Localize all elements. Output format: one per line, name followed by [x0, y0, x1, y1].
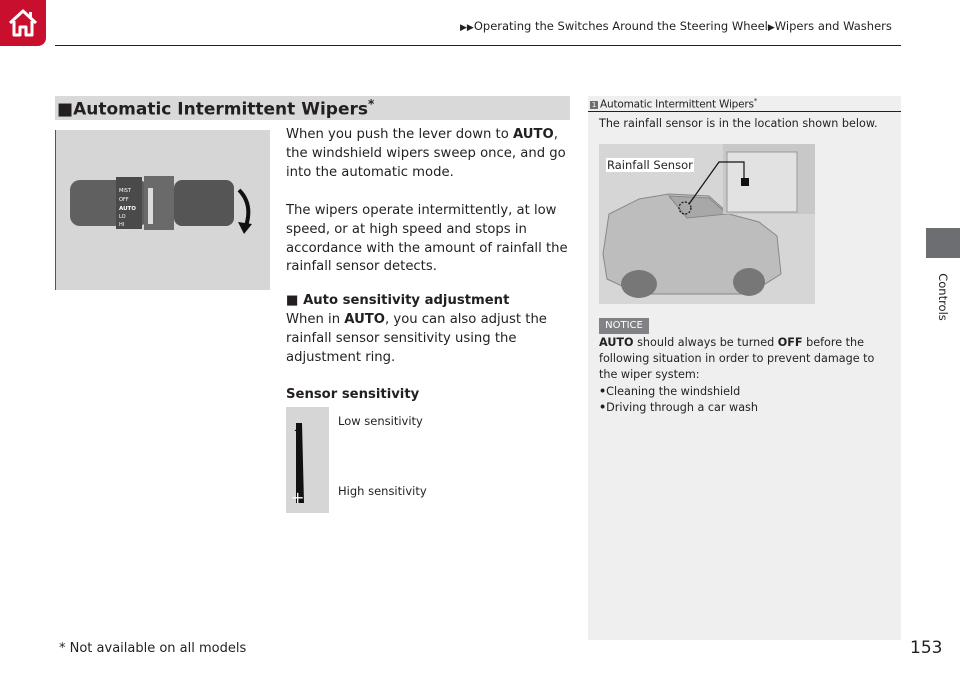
auto-mode-paragraph: When you push the lever down to AUTO, the windshield wipers sweep once, and go into the automatic mode.	[286, 127, 566, 180]
section-title: Automatic Intermittent Wipers	[73, 99, 368, 120]
chapter-tab[interactable]	[926, 228, 960, 258]
page-number: 153	[910, 638, 943, 658]
sidebar-title: 1 Automatic Intermittent Wipers*	[591, 97, 758, 111]
header-divider	[55, 45, 901, 46]
section-heading	[55, 96, 570, 120]
notice-badge: NOTICE	[599, 318, 649, 334]
intermittent-paragraph: The wipers operate intermittently, at low speed, or at high speed and stops in accordance with the amount of rainfall the rainfall sensor detects.	[286, 203, 568, 275]
list-item: •Cleaning the windshield	[599, 384, 741, 398]
rainfall-sensor-label: Rainfall Sensor	[607, 158, 693, 172]
list-item: •Driving through a car wash	[599, 400, 758, 414]
bullet-icon: •	[599, 400, 607, 414]
sensor-sensitivity-heading: Sensor sensitivity	[286, 387, 420, 402]
lever-label-auto: AUTO	[119, 206, 136, 212]
bullet-icon: •	[599, 384, 607, 398]
heading-square-icon: ■	[57, 99, 74, 120]
home-icon	[6, 8, 40, 38]
breadcrumb-item[interactable]: Operating the Switches Around the Steering Wheel	[473, 19, 768, 33]
lever-label-mist: MIST	[119, 188, 132, 194]
reference-icon: 1	[591, 100, 597, 109]
minus-icon: –	[294, 420, 302, 439]
push-down-arrow-icon	[239, 190, 248, 226]
lever-label-off: OFF	[119, 197, 129, 203]
chapter-tab-label[interactable]: Controls	[936, 273, 950, 321]
notice-text: AUTO should always be turned OFF before the following situation in order to prevent damage to the wiper system: •Cleaning the windshield •Driving through a car wash	[599, 335, 895, 416]
breadcrumb	[460, 19, 892, 33]
wiper-lever-illustration	[55, 130, 270, 290]
lever-label-hi: HI	[119, 222, 125, 228]
sidebar-divider	[588, 111, 901, 112]
low-sensitivity-label: Low sensitivity	[338, 414, 423, 428]
breadcrumb-arrow-icon: ▶	[767, 23, 775, 33]
lever-label-lo: LO	[119, 214, 126, 220]
subsection-heading: ■ Auto sensitivity adjustment	[286, 293, 510, 308]
breadcrumb-item[interactable]: Wipers and Washers	[774, 19, 892, 33]
home-button[interactable]	[0, 0, 46, 46]
footnote: * Not available on all models	[59, 641, 247, 656]
breadcrumb-arrow-icon: ▶▶	[460, 23, 474, 33]
plus-icon: +	[291, 488, 305, 507]
availability-marker: *	[367, 97, 375, 111]
heading-square-icon: ■	[286, 293, 304, 308]
sidebar-intro: The rainfall sensor is in the location shown below.	[599, 117, 878, 130]
sensitivity-paragraph: When in AUTO, you can also adjust the rainfall sensor sensitivity using the adjustment ring.	[286, 312, 547, 365]
high-sensitivity-label: High sensitivity	[338, 484, 427, 498]
sensitivity-gauge	[286, 407, 329, 513]
